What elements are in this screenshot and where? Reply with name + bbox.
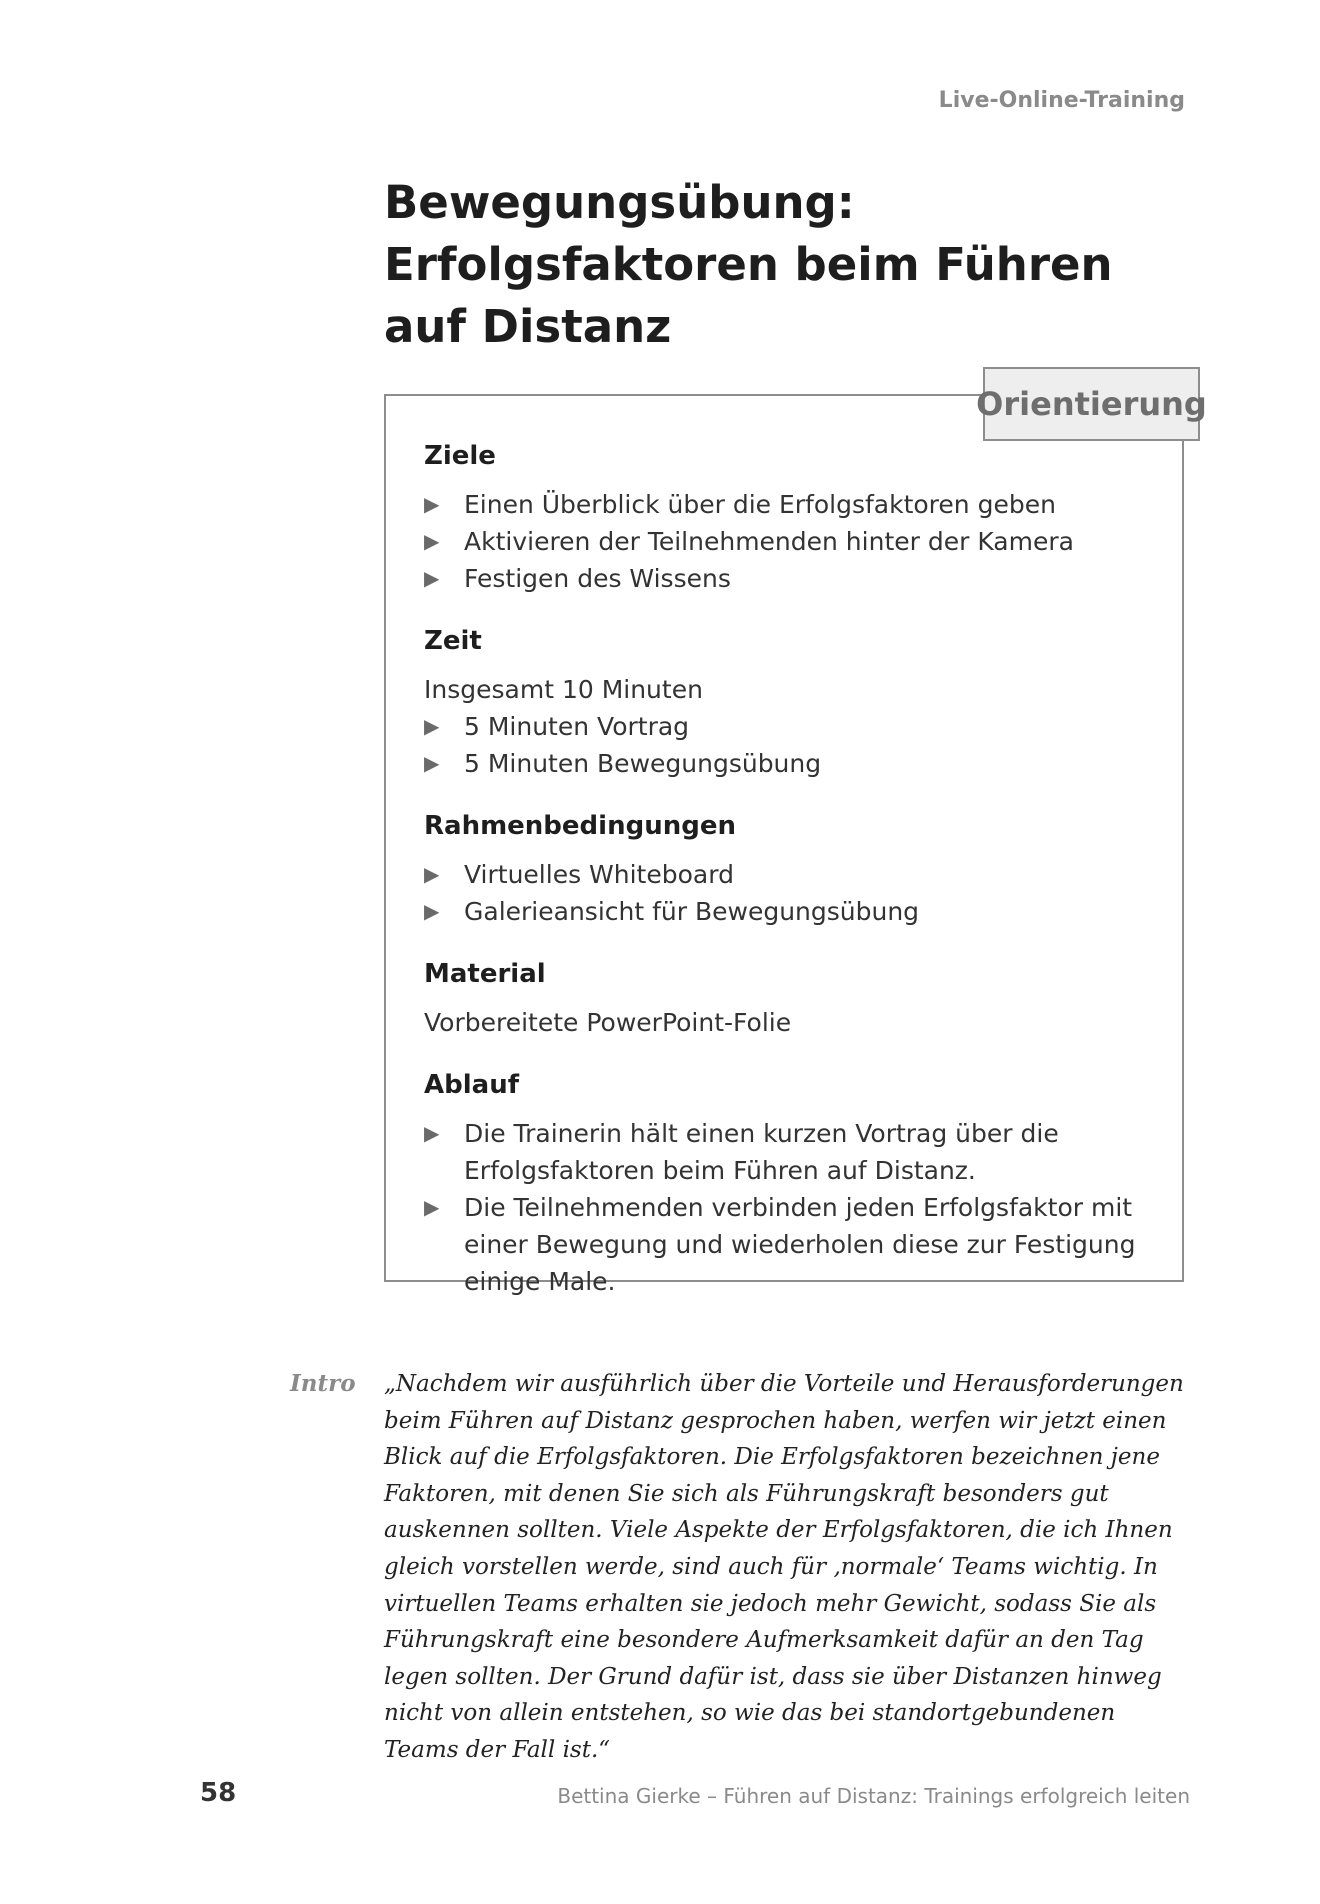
section-heading-material: Material	[424, 959, 546, 989]
list-item	[424, 560, 1144, 597]
list-item	[424, 486, 1144, 523]
section-heading-zeit: Zeit	[424, 626, 482, 656]
list-item	[424, 1115, 1144, 1189]
section-heading-ziele: Ziele	[424, 441, 496, 471]
list-item-text: Die Teilnehmenden verbinden jeden Erfolgsfaktor mit einer Bewegung und wiederholen diese zur Festigung einige Male.	[464, 1193, 1136, 1296]
list-item-text: Galerieansicht für Bewegungsübung	[464, 897, 920, 926]
triangle-right-icon: ▶	[424, 492, 440, 516]
triangle-right-icon: ▶	[424, 566, 440, 590]
zeit-total: Insgesamt 10 Minuten	[424, 675, 703, 704]
section-rahmenbedingungen	[424, 808, 1144, 930]
triangle-right-icon: ▶	[424, 714, 440, 738]
orientation-box-content	[424, 438, 1144, 1326]
orientation-box	[384, 394, 1184, 1296]
triangle-right-icon: ▶	[424, 529, 440, 553]
triangle-right-icon: ▶	[424, 862, 440, 886]
triangle-right-icon: ▶	[424, 1121, 440, 1145]
list-item	[424, 1189, 1144, 1300]
section-heading-ablauf: Ablauf	[424, 1070, 520, 1100]
triangle-right-icon: ▶	[424, 751, 440, 775]
list-item	[424, 708, 1144, 745]
list-item	[424, 893, 1144, 930]
list-item-text: 5 Minuten Bewegungsübung	[464, 749, 822, 778]
list-item	[424, 523, 1144, 560]
section-ablauf	[424, 1067, 1144, 1300]
section-ziele	[424, 438, 1144, 597]
triangle-right-icon: ▶	[424, 1195, 440, 1219]
list-item-text: Festigen des Wissens	[464, 564, 731, 593]
intro-quote: „Nachdem wir ausführlich über die Vorteile und Herausforderungen beim Führen auf Distanz gesprochen haben, werfen wir jetzt einen Blick auf die Erfolgsfaktoren. Die Erfolgsfaktoren bezeichnen jene Faktoren, mit denen Sie sich als Führungskraft besonders gut auskennen sollten. Viele Aspekte der Erfolgsfaktoren, die ich Ihnen gleich vorstellen werde, sind auch für ‚normale‘ Teams wichtig. In virtuellen Teams erhalten sie jedoch mehr Gewicht, sodass Sie als Führungskraft eine besondere Aufmerksamkeit dafür an den Tag legen sollten. Der Grund dafür ist, dass sie über Distanzen hinweg nicht von allein entstehen, so wie das bei standortgebundenen Teams der Fall ist.“	[384, 1371, 1184, 1763]
list-item-text: Einen Überblick über die Erfolgsfaktoren geben	[464, 490, 1056, 519]
page-title: Bewegungsübung: Erfolgsfaktoren beim Führen auf Distanz	[384, 176, 1113, 353]
page-number: 58	[200, 1778, 237, 1808]
triangle-right-icon: ▶	[424, 899, 440, 923]
list-item-text: Die Trainerin hält einen kurzen Vortrag über die Erfolgsfaktoren beim Führen auf Distanz.	[464, 1119, 1059, 1185]
list-item-text: 5 Minuten Vortrag	[464, 712, 690, 741]
footer-text: Bettina Gierke – Führen auf Distanz: Trainings erfolgreich leiten	[557, 1784, 1190, 1808]
intro-label: Intro	[290, 1370, 356, 1397]
running-head: Live-Online-Training	[938, 88, 1185, 113]
section-material	[424, 956, 1144, 1041]
list-item	[424, 745, 1144, 782]
section-heading-rahmenbedingungen: Rahmenbedingungen	[424, 811, 736, 841]
ablauf-list	[424, 1115, 1144, 1300]
section-zeit	[424, 623, 1144, 782]
list-item	[424, 856, 1144, 893]
list-item-text: Virtuelles Whiteboard	[464, 860, 734, 889]
ziele-list	[424, 486, 1144, 597]
zeit-list	[424, 708, 1144, 782]
orientation-tab: Orientierung	[983, 367, 1200, 441]
rahmenbedingungen-list	[424, 856, 1144, 930]
material-text: Vorbereitete PowerPoint-Folie	[424, 1008, 792, 1037]
list-item-text: Aktivieren der Teilnehmenden hinter der Kamera	[464, 527, 1074, 556]
